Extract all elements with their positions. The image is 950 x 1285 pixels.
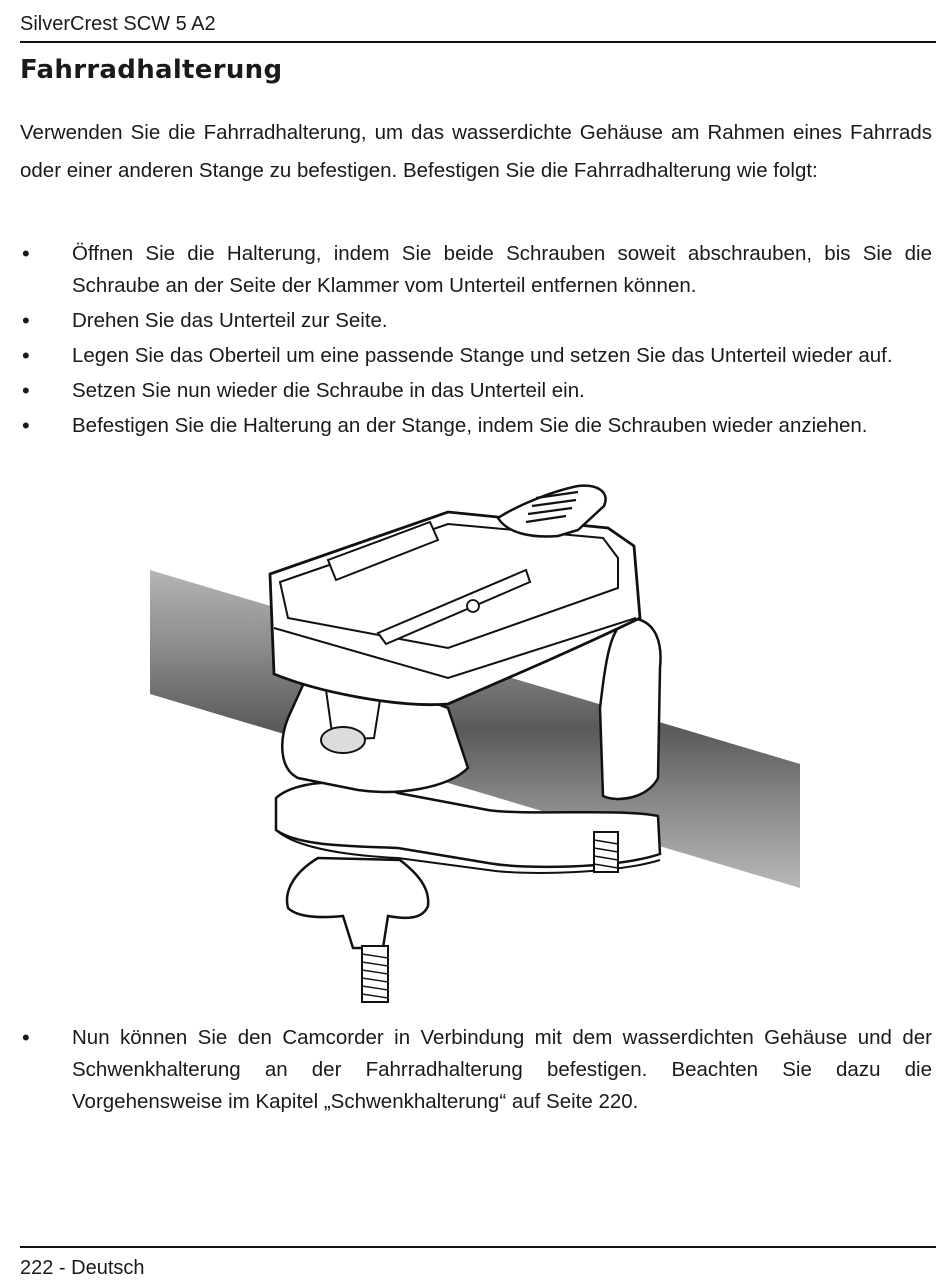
bike-mount-illustration (148, 478, 808, 1010)
list-item: • Setzen Sie nun wieder die Schraube in das Unterteil ein. (20, 375, 932, 407)
clamp-ring-shape (600, 618, 661, 799)
header-rule (20, 41, 936, 43)
list-item: • Befestigen Sie die Halterung an der Stange, indem Sie die Schrauben wieder anziehen. (20, 410, 932, 442)
steps-list (20, 238, 932, 445)
knob-shape (287, 858, 428, 948)
running-header: SilverCrest SCW 5 A2 (20, 13, 216, 35)
footer-rule (20, 1246, 936, 1248)
list-item: • Drehen Sie das Unterteil zur Seite. (20, 305, 932, 337)
list-item: • Legen Sie das Oberteil um eine passende Stange und setzen Sie das Unterteil wieder auf. (20, 340, 932, 372)
section-title: Fahrradhalterung (20, 55, 283, 85)
page-footer: 222 - Deutsch (20, 1257, 145, 1279)
list-item: • Nun können Sie den Camcorder in Verbindung mit dem wasserdichten Gehäuse und der Schwenkhalterung an der Fahrradhalterung befestigen. Beachten Sie dazu die Vorgehensweise im Kapitel „Schwenkhalterung“ auf Seite 220. (20, 1022, 932, 1118)
intro-paragraph: Verwenden Sie die Fahrradhalterung, um das wasserdichte Gehäuse am Rahmen eines Fahrrads oder einer anderen Stange zu befestigen. Befestigen Sie die Fahrradhalterung wie folgt: (20, 121, 932, 182)
list-item: • Öffnen Sie die Halterung, indem Sie beide Schrauben soweit abschrauben, bis Sie die Schraube an der Seite der Klammer vom Unterteil entfernen können. (20, 238, 932, 302)
